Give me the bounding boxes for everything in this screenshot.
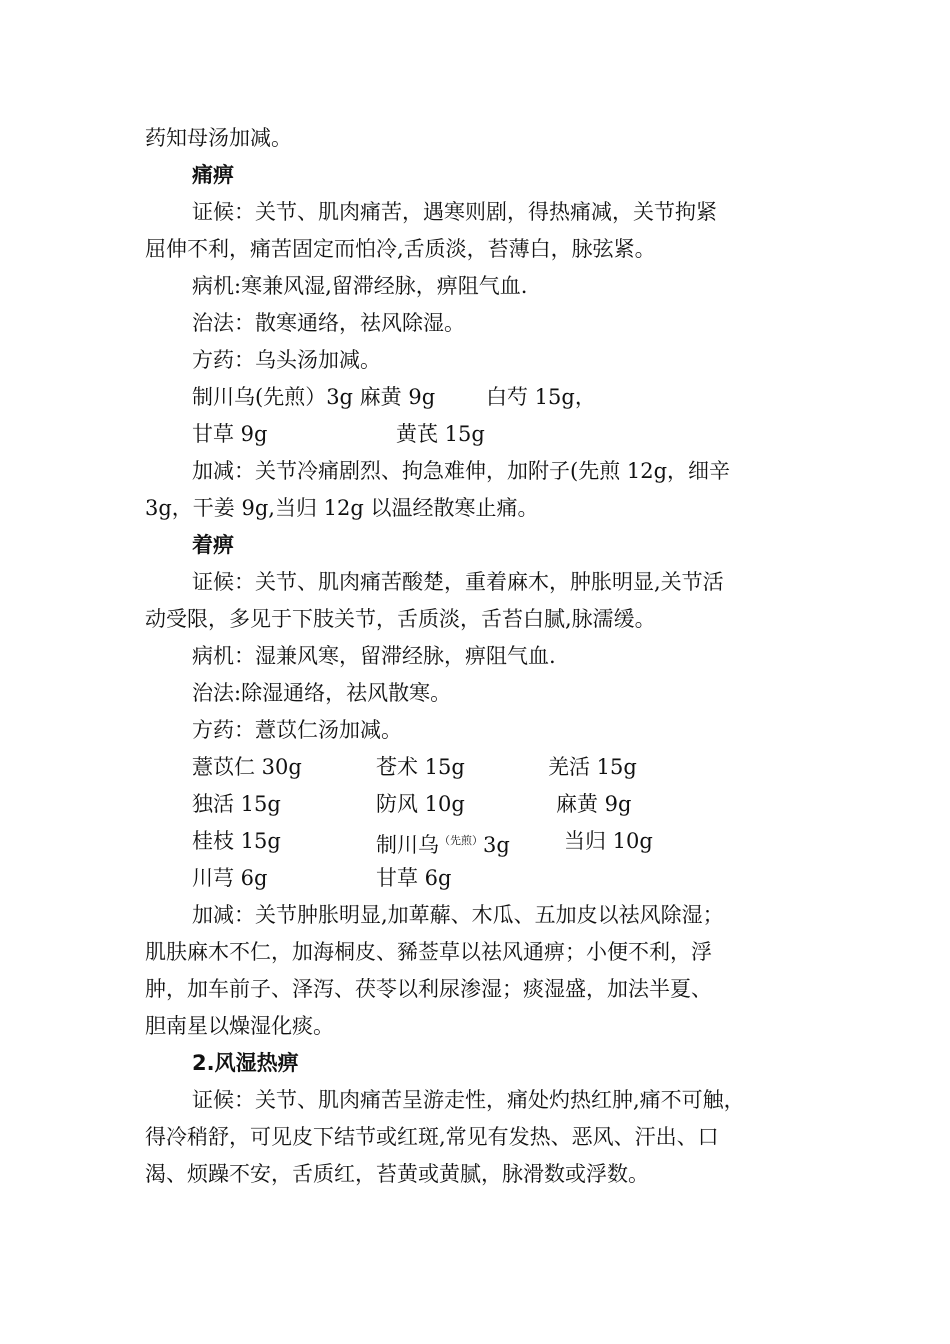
text-line: 动受限，多见于下肢关节，舌质淡，舌苔白腻,脉濡缓。	[145, 607, 656, 631]
prescription-item: 白芍 15g，	[486, 385, 596, 409]
text-line: 胆南星以燥湿化痰。	[145, 1014, 334, 1038]
section-heading-fengshire: 2.风湿热痹	[192, 1051, 299, 1075]
prescription-item: 独活 15g	[192, 792, 281, 816]
text-line: 方药：薏苡仁汤加减。	[192, 718, 402, 742]
text-line: 方药：乌头汤加减。	[192, 348, 381, 372]
prescription-item: 甘草 6g	[376, 866, 452, 890]
prescription-item: 防风 10g	[376, 792, 465, 816]
prescription-item: 川芎 6g	[192, 866, 268, 890]
text-line: 屈伸不利，痛苦固定而怕冷,舌质淡，苔薄白，脉弦紧。	[145, 237, 656, 261]
text-line: 肌肤麻木不仁，加海桐皮、豨莶草以祛风通痹；小便不利，浮	[145, 940, 712, 964]
text-line: 治法:除湿通络，祛风散寒。	[192, 681, 452, 705]
text-line: 得冷稍舒，可见皮下结节或红斑,常见有发热、恶风、汗出、口	[145, 1125, 719, 1149]
text-line: 药知母汤加减。	[145, 126, 292, 150]
prescription-item: 甘草 9g	[192, 422, 268, 446]
prescription-item	[376, 826, 510, 860]
prescription-item: 苍术 15g	[376, 755, 465, 779]
text-line: 加减：关节肿胀明显,加萆薢、木瓜、五加皮以祛风除湿；	[192, 903, 724, 927]
dose: 3g	[483, 833, 510, 857]
preparation-note: （先煎）	[439, 834, 483, 847]
prescription-item: 桂枝 15g	[192, 829, 281, 853]
text-line: 证候：关节、肌肉痛苦酸楚，重着麻木，肿胀明显,关节活	[192, 570, 724, 594]
text-line: 3g，干姜 9g,当归 12g 以温经散寒止痛。	[145, 496, 539, 520]
section-heading-tongbi: 痛痹	[192, 163, 234, 187]
text-line: 病机：湿兼风寒，留滞经脉，痹阻气血.	[192, 644, 556, 668]
text-line: 治法：散寒通络，祛风除湿。	[192, 311, 465, 335]
prescription-item: 当归 10g	[564, 829, 653, 853]
text-line: 渴、烦躁不安，舌质红，苔黄或黄腻，脉滑数或浮数。	[145, 1162, 649, 1186]
text-line: 肿，加车前子、泽泻、茯苓以利尿渗湿；痰湿盛，加法半夏、	[145, 977, 712, 1001]
prescription-item: 羌活 15g	[548, 755, 637, 779]
herb-name: 制川乌	[376, 833, 439, 857]
prescription-item: 麻黄 9g	[556, 792, 632, 816]
text-line: 病机:寒兼风湿,留滞经脉，痹阻气血.	[192, 274, 528, 298]
prescription-item: 薏苡仁 30g	[192, 755, 302, 779]
text-line: 加减：关节冷痛剧烈、拘急难伸，加附子(先煎 12g，细辛	[192, 459, 731, 483]
prescription-item: 黄芪 15g	[396, 422, 485, 446]
text-line: 证候：关节、肌肉痛苦，遇寒则剧，得热痛减，关节拘紧	[192, 200, 717, 224]
section-heading-zhuobi: 着痹	[192, 533, 234, 557]
prescription-item: 制川乌(先煎）3g 麻黄 9g	[192, 385, 436, 409]
text-line: 证候：关节、肌肉痛苦呈游走性，痛处灼热红肿,痛不可触，	[192, 1088, 745, 1112]
